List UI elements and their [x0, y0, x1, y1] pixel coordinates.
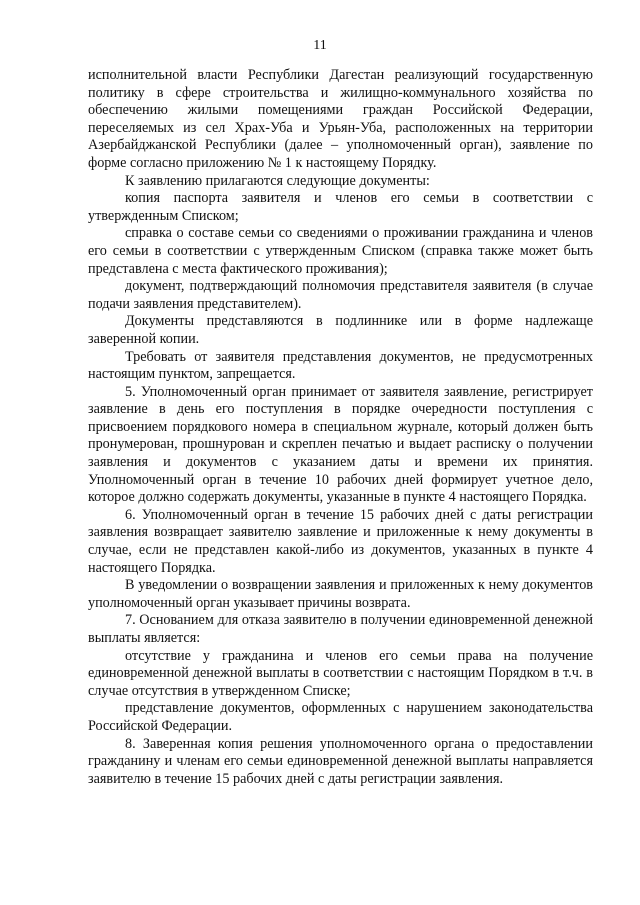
paragraph-original-or-copy: Документы представляются в подлиннике или в форме надлежаще заверенной копии.: [88, 313, 593, 347]
paragraph-item-7: 7. Основанием для отказа заявителю в получении единовременной денежной выплаты является:: [88, 612, 593, 646]
paragraph-family-certificate: справка о составе семьи со сведениями о проживании гражданина и членов его семьи в соответствии с утвержденным Списком (справка также может быть представлена с места фактического проживания);: [88, 225, 593, 277]
paragraph-prohibition: Требовать от заявителя представления документов, не предусмотренных настоящим пунктом, запрещается.: [88, 348, 593, 383]
paragraph-representative-document: документ, подтверждающий полномочия представителя заявителя (в случае подачи заявления представителем).: [88, 278, 593, 312]
document-body: [88, 67, 593, 788]
paragraph-item-6: 6. Уполномоченный орган в течение 15 рабочих дней с даты регистрации заявления возвращает заявителю заявление и приложенные к нему документы в случае, если не представлен какой-либо из документов, указанных в пункте 4 настоящего Порядка.: [88, 506, 593, 576]
paragraph-refusal-reason-1: отсутствие у гражданина и членов его семьи права на получение единовременной денежной выплаты в соответствии с настоящим Порядком в т.ч. в случае отсутствия в утвержденном Списке;: [88, 647, 593, 699]
paragraph-passport-copy: копия паспорта заявителя и членов его семьи в соответствии с утвержденным Списком;: [88, 190, 593, 224]
paragraph-refusal-reason-2: представление документов, оформленных с нарушением законодательства Российской Федерации.: [88, 700, 593, 734]
paragraph-attached-documents: К заявлению прилагаются следующие документы:: [125, 172, 430, 189]
paragraph-item-8: 8. Заверенная копия решения уполномоченного органа о предоставлении гражданину и членам его семьи единовременной денежной выплаты направляется заявителю в течение 15 рабочих дней с даты регистрации заявления.: [88, 735, 593, 787]
page-number: 11: [313, 38, 327, 53]
paragraph-return-notice: В уведомлении о возвращении заявления и приложенных к нему документов уполномоченный орган указывает причины возврата.: [88, 577, 593, 611]
paragraph-item-5: 5. Уполномоченный орган принимает от заявителя заявление, регистрирует заявление в день его поступления в порядке очередности поступления с присвоением порядкового номера в специальном журнале, который должен быть пронумерован, прошнурован и скреплен печатью и выдает расписку о получении заявления и документов с указанием даты и времени их принятия. Уполномоченный орган в течение 10 рабочих дней формирует учетное дело, которое должно содержать документы, указанные в пункте 4 настоящего Порядка.: [88, 383, 593, 506]
paragraph-intro-continuation: исполнительной власти Республики Дагестан реализующий государственную политику в сфере строительства и жилищно-коммунального хозяйства по обеспечению жилыми помещениями граждан Российской Федерации, переселяемых из сел Храх-Уба и Урьян-Уба, расположенных на территории Азербайджанской Республики (далее – уполномоченный орган), заявление по форме согласно приложению № 1 к настоящему Порядку.: [88, 67, 593, 171]
